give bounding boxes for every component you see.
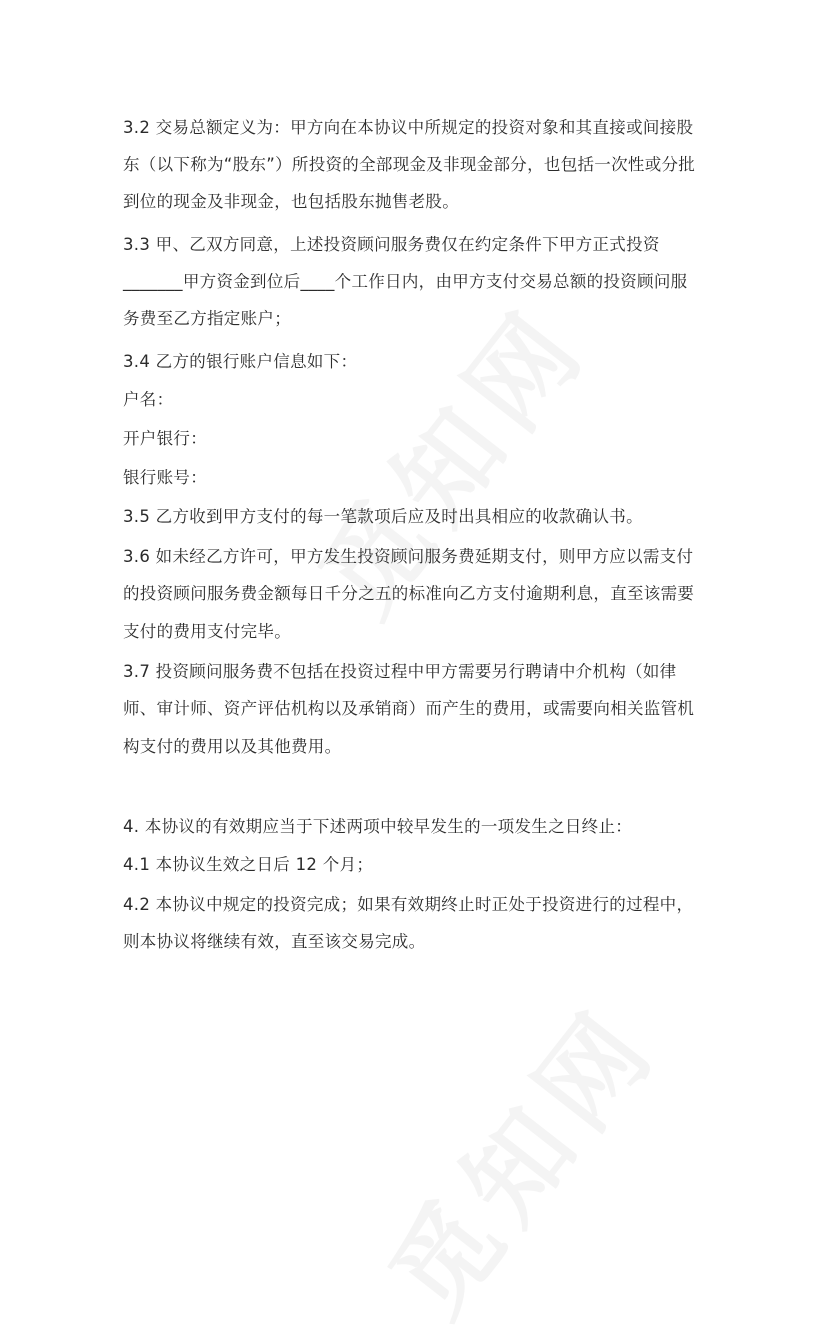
clause-3-3-line-1: 3.3 甲、乙双方同意，上述投资顾问服务费仅在约定条件下甲方正式投资: [123, 235, 660, 254]
clause-3-4: 3.4 乙方的银行账户信息如下：: [123, 352, 358, 371]
clause-4-2-line-1: 4.2 本协议中规定的投资完成；如果有效期终止时正处于投资进行的过程中，: [123, 895, 694, 914]
clause-4-1: 4.1 本协议生效之日后 12 个月；: [123, 855, 374, 874]
clause-3-3-line-2: _______甲方资金到位后____个工作日内，由甲方支付交易总额的投资顾问服: [123, 272, 688, 291]
clause-3-6-line-3: 支付的费用支付完毕。: [123, 622, 291, 641]
clause-3-6-line-2: 的投资顾问服务费金额每日千分之五的标准向乙方支付逾期利息，直至该需要: [123, 584, 695, 603]
clause-3-2-line-2: 东（以下称为“股东”）所投资的全部现金及非现金部分，也包括一次性或分批: [123, 155, 696, 174]
account-name-label: 户名：: [123, 390, 174, 409]
clause-3-7-line-2: 师、审计师、资产评估机构以及承销商）而产生的费用，或需要向相关监管机: [123, 699, 695, 718]
clause-3-2-line-3: 到位的现金及非现金，也包括股东抛售老股。: [123, 192, 459, 211]
clause-4: 4. 本协议的有效期应当于下述两项中较早发生的一项发生之日终止：: [123, 817, 633, 836]
clause-3-5: 3.5 乙方收到甲方支付的每一笔款项后应及时出具相应的收款确认书。: [123, 507, 643, 526]
clause-3-3-line-3: 务费至乙方指定账户；: [123, 309, 291, 328]
clause-3-2-line-1: 3.2 交易总额定义为：甲方向在本协议中所规定的投资对象和其直接或间接股: [123, 118, 694, 137]
watermark: [349, 969, 685, 1340]
bank-name-label: 开户银行：: [123, 429, 207, 448]
clause-3-7-line-3: 构支付的费用以及其他费用。: [123, 737, 342, 756]
clause-3-6-line-1: 3.6 如未经乙方许可，甲方发生投资顾问服务费延期支付，则甲方应以需支付: [123, 547, 694, 566]
clause-4-2-line-2: 则本协议将继续有效，直至该交易完成。: [123, 932, 426, 951]
clause-3-7-line-1: 3.7 投资顾问服务费不包括在投资过程中甲方需要另行聘请中介机构（如律: [123, 662, 677, 681]
bank-account-label: 银行账号：: [123, 468, 207, 487]
